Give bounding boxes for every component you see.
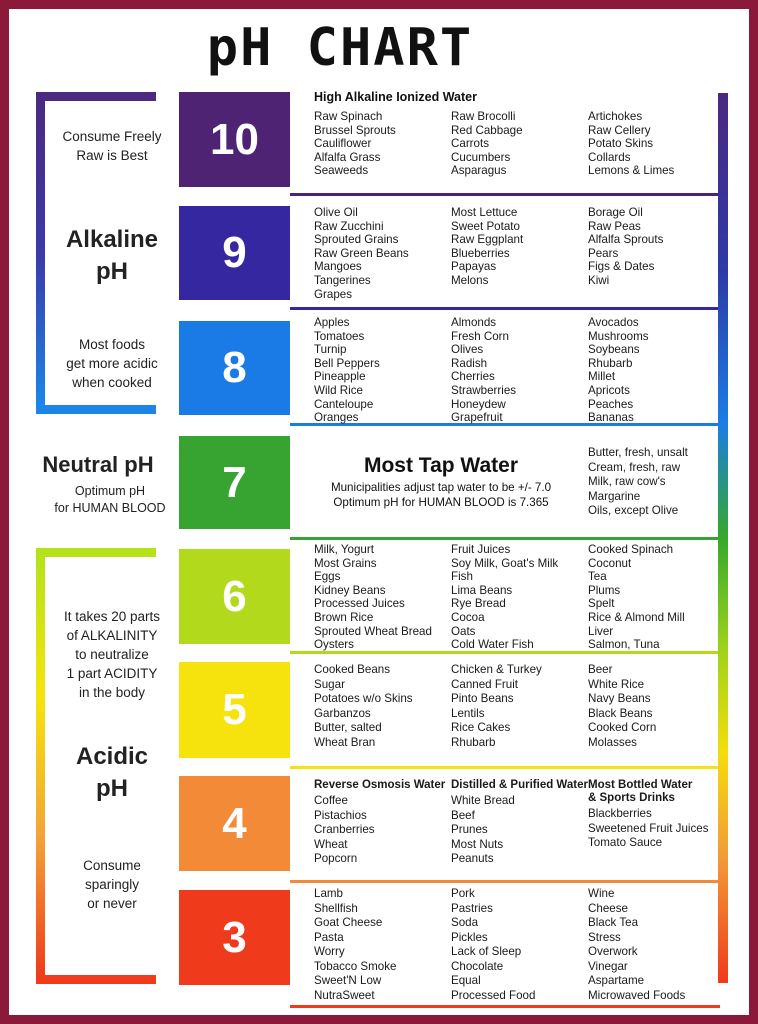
alkaline-word: Alkaline xyxy=(65,226,159,253)
food-row-7 xyxy=(305,446,715,526)
food-item: Oils, except Olive xyxy=(588,504,679,518)
food-column xyxy=(314,206,452,301)
food-item: Goat Cheese xyxy=(314,916,383,929)
food-column xyxy=(588,887,726,1003)
food-item: Processed Food xyxy=(451,988,536,1002)
row-divider xyxy=(290,880,720,883)
food-column xyxy=(314,887,452,1003)
food-item: Grapefruit xyxy=(451,411,503,425)
food-item: Cooked Beans xyxy=(314,663,391,676)
food-item: Raw Peas xyxy=(588,219,641,233)
more-acidic-line: get more acidic xyxy=(66,356,158,371)
food-item: Canteloupe xyxy=(314,397,374,411)
food-item: Navy Beans xyxy=(588,692,651,706)
food-column xyxy=(314,663,452,751)
food-item: Asparagus xyxy=(451,164,507,178)
ph-number: 4 xyxy=(222,798,247,848)
municipalities-note: Municipalities adjust tap water to be +/- 7.0 xyxy=(330,481,552,494)
consume-freely-line: Consume Freely xyxy=(62,129,162,144)
food-item: Apples xyxy=(314,316,350,329)
food-item: Almonds xyxy=(451,316,497,329)
food-item: Pork xyxy=(451,887,475,900)
food-item: Overwork xyxy=(588,945,638,958)
food-item: Strawberries xyxy=(451,383,517,397)
food-item: Alfalfa Grass xyxy=(314,150,381,164)
food-item: Aspartame xyxy=(588,974,645,987)
food-item: Peanuts xyxy=(451,852,494,866)
food-item: Molasses xyxy=(588,735,637,749)
food-item: Oysters xyxy=(314,638,354,652)
food-item: Cream, fresh, raw xyxy=(588,460,681,474)
food-item: Fish xyxy=(451,570,473,584)
food-item: Cranberries xyxy=(314,823,375,837)
food-item: Black Beans xyxy=(588,706,653,720)
food-item: Margarine xyxy=(588,489,641,503)
row-divider xyxy=(290,193,720,196)
row-divider xyxy=(290,766,720,769)
human-blood-line: for HUMAN BLOOD xyxy=(54,501,166,515)
food-row-6 xyxy=(305,543,715,652)
food-item: Raw Brocolli xyxy=(451,110,516,123)
raw-is-best-line: Raw is Best xyxy=(76,148,148,163)
food-column xyxy=(314,110,452,178)
food-item: Tomatoes xyxy=(314,329,365,343)
food-item: Carrots xyxy=(451,137,490,151)
sparingly-line: sparingly xyxy=(84,877,140,892)
food-item: Brussel Sprouts xyxy=(314,123,396,137)
food-column xyxy=(314,543,452,652)
consume-freely-label xyxy=(56,127,168,165)
food-item: Raw Cellery xyxy=(588,123,651,137)
food-item: Cauliflower xyxy=(314,137,372,151)
food-item: Cucumbers xyxy=(451,150,511,164)
food-item: Most Grains xyxy=(314,556,377,570)
food-item: Potatoes w/o Skins xyxy=(314,692,413,706)
food-column xyxy=(588,663,726,751)
food-item: Olives xyxy=(451,343,484,357)
food-item: Stress xyxy=(588,930,621,944)
food-item: Pickles xyxy=(451,930,488,944)
food-item: Soybeans xyxy=(588,343,640,357)
ph-box-8 xyxy=(179,321,290,415)
food-row-8 xyxy=(305,316,715,425)
food-item: Cheese xyxy=(588,901,628,915)
food-item: Milk, Yogurt xyxy=(314,543,374,556)
food-item: Turnip xyxy=(314,343,347,357)
food-row-5 xyxy=(305,663,715,763)
ph-number: 7 xyxy=(222,457,247,507)
food-column xyxy=(314,779,452,867)
bottom-divider xyxy=(290,1005,720,1008)
food-item: Raw Green Beans xyxy=(314,246,409,260)
food-column xyxy=(588,206,726,288)
ph-box-4 xyxy=(179,776,290,871)
food-item: Processed Juices xyxy=(314,597,405,611)
food-item: Red Cabbage xyxy=(451,123,523,137)
food-item: Kidney Beans xyxy=(314,583,386,597)
food-column xyxy=(314,316,452,425)
food-item: Vinegar xyxy=(588,959,628,973)
food-item: Sprouted Grains xyxy=(314,233,399,247)
ph-number: 6 xyxy=(222,571,247,621)
when-cooked-line: when cooked xyxy=(72,375,152,390)
in-the-body-line: in the body xyxy=(78,685,146,700)
food-row-9 xyxy=(305,206,715,306)
row-divider xyxy=(290,307,720,310)
food-item: White Bread xyxy=(451,794,515,807)
food-column xyxy=(451,110,589,178)
food-column xyxy=(588,316,726,425)
food-item: Papayas xyxy=(451,260,497,274)
food-column xyxy=(451,206,589,288)
consume-sparingly-label xyxy=(56,856,168,913)
food-item: Salmon, Tuna xyxy=(588,638,660,652)
food-item: Most Nuts xyxy=(451,837,504,851)
food-item: Bell Peppers xyxy=(314,356,380,370)
food-item: Wild Rice xyxy=(314,383,363,397)
food-item: Melons xyxy=(451,273,489,287)
food-item: Eggs xyxy=(314,570,341,584)
food-item: Blueberries xyxy=(451,246,510,260)
food-item: Potato Skins xyxy=(588,137,654,151)
it-takes-line: It takes 20 parts xyxy=(63,609,161,624)
column-heading: Distilled & Purified Water xyxy=(451,779,588,791)
ph-box-9 xyxy=(179,206,290,300)
food-item: Pineapple xyxy=(314,370,366,384)
alkalinity-line: of ALKALINITY xyxy=(66,628,158,643)
food-item: Cold Water Fish xyxy=(451,638,534,652)
food-item: NutraSweet xyxy=(314,988,375,1002)
ph-number: 10 xyxy=(210,114,259,164)
food-item: Soy Milk, Goat's Milk xyxy=(451,556,559,570)
food-item: Chocolate xyxy=(451,959,504,973)
food-item: Peaches xyxy=(588,397,634,411)
food-item: Beef xyxy=(451,808,475,822)
high-alkaline-heading: High Alkaline Ionized Water xyxy=(314,90,477,104)
food-item: Raw Spinach xyxy=(314,110,383,123)
most-foods-line: Most foods xyxy=(78,337,146,352)
food-item: Fruit Juices xyxy=(451,543,511,556)
food-item: Brown Rice xyxy=(314,610,374,624)
ph-number: 5 xyxy=(222,685,247,734)
food-item: Rice & Almond Mill xyxy=(588,610,685,624)
alkaline-label xyxy=(56,224,168,288)
food-item: Millet xyxy=(588,370,616,384)
food-item: Shellfish xyxy=(314,901,358,915)
food-item: Alfalfa Sprouts xyxy=(588,233,664,247)
food-item: Rice Cakes xyxy=(451,721,511,735)
food-item: Radish xyxy=(451,356,488,370)
or-never-line: or never xyxy=(87,896,137,911)
food-item: Tobacco Smoke xyxy=(314,959,397,973)
food-column xyxy=(451,316,589,425)
food-item: Raw Eggplant xyxy=(451,233,524,247)
food-item: Pastries xyxy=(451,901,493,915)
food-item: Mushrooms xyxy=(588,329,649,343)
optimum-ph-line: Optimum pH xyxy=(74,484,146,498)
food-item: Borage Oil xyxy=(588,206,643,219)
food-item: Blackberries xyxy=(588,807,652,820)
food-item: Plums xyxy=(588,583,621,597)
food-item: Grapes xyxy=(314,287,353,301)
food-item: Pinto Beans xyxy=(451,692,514,706)
food-item: Sprouted Wheat Bread xyxy=(314,624,432,638)
food-item: Beer xyxy=(588,663,613,676)
food-item: Pears xyxy=(588,246,619,260)
food-item: Raw Zucchini xyxy=(314,219,384,233)
ph-box-5 xyxy=(179,662,290,758)
food-item: Lentils xyxy=(451,706,485,720)
neutral-ph-label: Neutral pH xyxy=(42,452,154,477)
food-item: Fresh Corn xyxy=(451,329,509,343)
acidic-label xyxy=(56,741,168,805)
food-item: Equal xyxy=(451,974,481,987)
food-column xyxy=(451,543,589,652)
column-heading: Most Bottled Water & Sports Drinks xyxy=(588,779,693,804)
most-foods-label xyxy=(56,335,168,392)
food-item: Apricots xyxy=(588,383,630,397)
food-row-3 xyxy=(305,887,715,1005)
twenty-parts-label xyxy=(52,607,172,702)
food-item: Most Lettuce xyxy=(451,206,518,219)
food-column xyxy=(451,887,589,1003)
food-item: Olive Oil xyxy=(314,206,358,219)
food-item: Honeydew xyxy=(451,397,506,411)
food-item: Soda xyxy=(451,916,479,929)
ph-box-3 xyxy=(179,890,290,985)
food-item: Sweet Potato xyxy=(451,219,520,233)
acidic-ph-word: pH xyxy=(96,775,128,802)
food-item: Worry xyxy=(314,945,345,958)
food-item: Figs & Dates xyxy=(588,260,655,274)
food-item: Milk, raw cow's xyxy=(588,475,666,489)
food-item: Lamb xyxy=(314,887,344,900)
food-column xyxy=(588,543,726,652)
food-item: Lima Beans xyxy=(451,583,513,597)
food-item: Coconut xyxy=(588,556,632,570)
optimum-ph-label xyxy=(40,483,180,517)
acidity-line: 1 part ACIDITY xyxy=(66,666,158,681)
food-item: Lemons & Limes xyxy=(588,164,675,178)
food-item: White Rice xyxy=(588,677,645,691)
food-item: Cooked Spinach xyxy=(588,543,674,556)
food-item: Liver xyxy=(588,624,614,638)
food-item: Cooked Corn xyxy=(588,721,657,735)
food-item: Oats xyxy=(451,624,476,638)
food-item: Chicken & Turkey xyxy=(451,663,542,676)
food-item: Avocados xyxy=(588,316,639,329)
food-item: Pasta xyxy=(314,930,344,944)
food-row-10 xyxy=(305,110,715,190)
food-item: Sugar xyxy=(314,677,345,691)
food-column xyxy=(588,779,726,851)
food-item: Seaweeds xyxy=(314,164,369,178)
acidic-word: Acidic xyxy=(75,743,149,770)
food-column xyxy=(588,110,726,178)
food-item: Sweet'N Low xyxy=(314,974,382,987)
food-item: Butter, fresh, unsalt xyxy=(588,446,688,459)
tap-water-title: Most Tap Water xyxy=(363,454,518,477)
food-item: Wheat Bran xyxy=(314,735,376,749)
food-item: Cocoa xyxy=(451,610,485,624)
food-item: Kiwi xyxy=(588,273,610,287)
food-item: Rye Bread xyxy=(451,597,506,611)
consume-line: Consume xyxy=(83,858,141,873)
food-item: Butter, salted xyxy=(314,721,382,735)
food-item: Rhubarb xyxy=(451,735,496,749)
food-item: Spelt xyxy=(588,597,615,611)
food-column xyxy=(451,663,589,751)
ph-number: 8 xyxy=(222,343,247,392)
ph-box-6 xyxy=(179,549,290,644)
food-item: Rhubarb xyxy=(588,356,633,370)
column-heading: Reverse Osmosis Water xyxy=(314,779,446,791)
alkaline-ph-word: pH xyxy=(96,258,128,285)
food-item: Bananas xyxy=(588,411,634,425)
food-item: Artichokes xyxy=(588,110,643,123)
food-item: Tomato Sauce xyxy=(588,836,663,850)
food-item: Oranges xyxy=(314,411,359,425)
food-item: Cherries xyxy=(451,370,495,384)
food-item: Popcorn xyxy=(314,852,358,866)
food-item: Garbanzos xyxy=(314,706,371,720)
food-item: Prunes xyxy=(451,823,488,837)
food-item: Tangerines xyxy=(314,273,371,287)
food-item: Pistachios xyxy=(314,808,367,822)
food-column xyxy=(451,779,589,867)
ph-box-10 xyxy=(179,92,290,187)
food-item: Tea xyxy=(588,570,607,584)
food-item: Black Tea xyxy=(588,916,639,929)
food-item: Wine xyxy=(588,887,615,900)
neutralize-line: to neutralize xyxy=(75,647,149,662)
page-title: pH CHART xyxy=(206,18,474,78)
ph-number: 9 xyxy=(222,228,247,277)
food-item: Mangoes xyxy=(314,260,362,274)
row-divider xyxy=(290,537,720,540)
food-item: Lack of Sleep xyxy=(451,945,522,958)
food-row-4 xyxy=(305,779,715,879)
food-item: Coffee xyxy=(314,794,348,807)
food-item: Microwaved Foods xyxy=(588,988,686,1002)
ph-box-7 xyxy=(179,436,290,529)
blood-ph-note: Optimum pH for HUMAN BLOOD is 7.365 xyxy=(333,496,549,509)
food-item: Wheat xyxy=(314,837,348,851)
food-column xyxy=(588,446,726,519)
food-item: Sweetened Fruit Juices xyxy=(588,821,709,835)
food-item: Canned Fruit xyxy=(451,677,519,691)
ph-number: 3 xyxy=(222,912,247,962)
food-item: Collards xyxy=(588,150,631,164)
